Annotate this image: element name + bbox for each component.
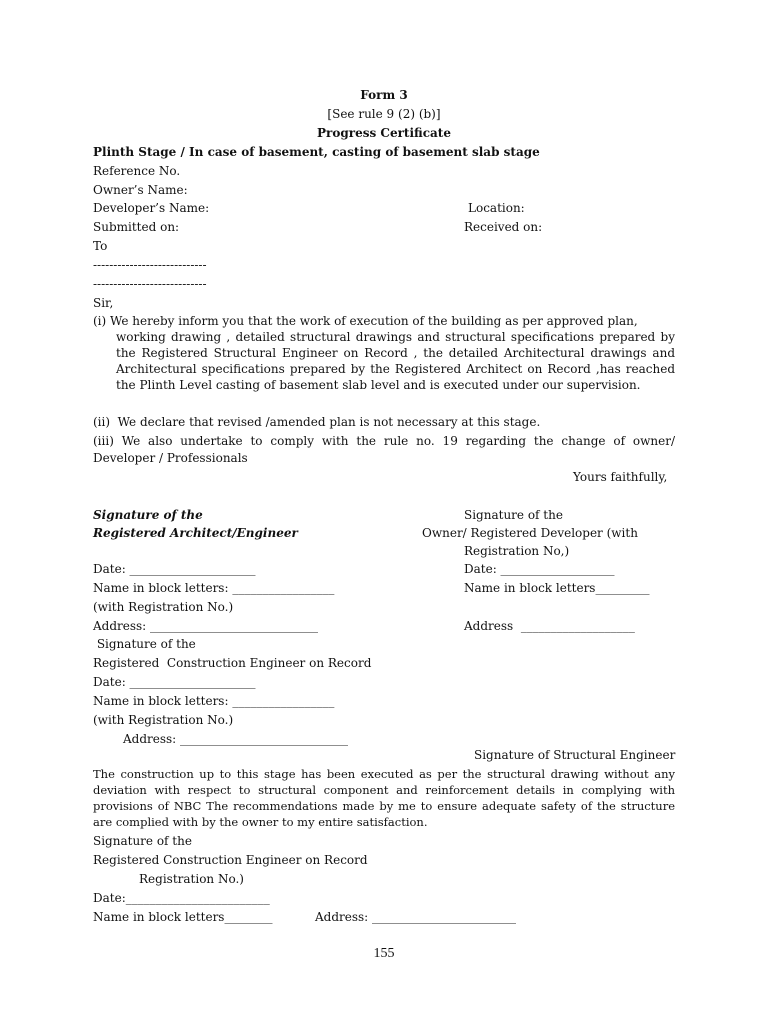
reference-label: Reference No. <box>93 164 181 178</box>
to-label: To <box>93 239 108 253</box>
architect-date-field: Date: _____________________ <box>93 562 256 576</box>
architect-signature-role: Registered Architect/Engineer <box>93 526 298 540</box>
architect-address-field: Address: ____________________________ <box>93 619 319 633</box>
developer-name-label: Developer’s Name: <box>93 201 210 215</box>
construction-engineer-role: Registered Construction Engineer on Record <box>93 656 372 670</box>
architect-signature-heading: Signature of the <box>93 508 203 522</box>
page-number: 155 <box>373 946 395 961</box>
architect-registration-note: (with Registration No.) <box>93 600 234 614</box>
declaration-item-2: (ii) We declare that revised /amended plan is not necessary at this stage. <box>93 415 541 429</box>
declaration-item-1-first-line: (i) We hereby inform you that the work of execution of the building as per approved plan, <box>93 314 638 328</box>
declaration-item-1 <box>93 313 675 393</box>
location-label: Location: <box>468 201 525 215</box>
rule-reference: [See rule 9 (2) (b)] <box>327 107 441 121</box>
salutation: Sir, <box>93 296 114 310</box>
owner-date-field: Date: ___________________ <box>464 562 615 576</box>
address-blank-line: ---------------------------- <box>93 258 207 272</box>
architect-name-field: Name in block letters: _________________ <box>93 581 335 595</box>
structural-statement: The construction up to this stage has been executed as per the structural drawing without any deviation with respect to structural component and reinforcement details in complying with provisions of NBC The recommendations made by me to ensure adequate safety of the structure are complied with by the owner to my entire satisfaction. <box>93 767 675 829</box>
construction-engineer-date-field: Date: _____________________ <box>93 675 256 689</box>
form-number: Form 3 <box>360 88 408 102</box>
address-blank-line: ---------------------------- <box>93 277 207 291</box>
owner-signature-role: Owner/ Registered Developer (with <box>422 526 638 540</box>
owner-address-field: Address ___________________ <box>464 619 635 633</box>
owner-registration: Registration No,) <box>464 544 570 558</box>
construction-engineer-signature-heading: Signature of the <box>93 637 196 651</box>
submitted-on-label: Submitted on: <box>93 220 180 234</box>
structural-signature-heading: Signature of the <box>93 834 192 848</box>
construction-engineer-registration-note: (with Registration No.) <box>93 713 234 727</box>
structural-registration-note: Registration No.) <box>139 872 244 886</box>
structural-date-field: Date:________________________ <box>93 891 270 905</box>
declaration-item-1-continuation: working drawing , detailed structural drawings and structural specifications prepared by the Registered Structural Engineer on Record , the detailed Architectural drawings and Architectural specifications prepared by the Registered Architect on Record ,has reached the Plinth Level casting of basement slab level and is executed under our supervision. <box>116 330 675 392</box>
closing: Yours faithfully, <box>573 470 668 484</box>
construction-engineer-address-field: Address: ____________________________ <box>123 732 349 746</box>
stage-heading: Plinth Stage / In case of basement, casting of basement slab stage <box>93 145 540 159</box>
structural-address-field: Address: ________________________ <box>315 910 517 924</box>
page-title: Progress Certificate <box>317 126 451 140</box>
owner-name-field: Name in block letters_________ <box>464 581 650 595</box>
declaration-item-3-line-2: Developer / Professionals <box>93 451 248 465</box>
owner-signature-heading: Signature of the <box>464 508 563 522</box>
owner-name-label: Owner’s Name: <box>93 183 188 197</box>
structural-signature-role: Registered Construction Engineer on Record <box>93 853 368 867</box>
structural-engineer-signature-label: Signature of Structural Engineer <box>474 748 676 762</box>
received-on-label: Received on: <box>464 220 543 234</box>
structural-name-field: Name in block letters________ <box>93 910 273 924</box>
construction-engineer-name-field: Name in block letters: _________________ <box>93 694 335 708</box>
declaration-item-3-line-1: (iii) We also undertake to comply with the rule no. 19 regarding the change of owner/ <box>93 434 675 448</box>
